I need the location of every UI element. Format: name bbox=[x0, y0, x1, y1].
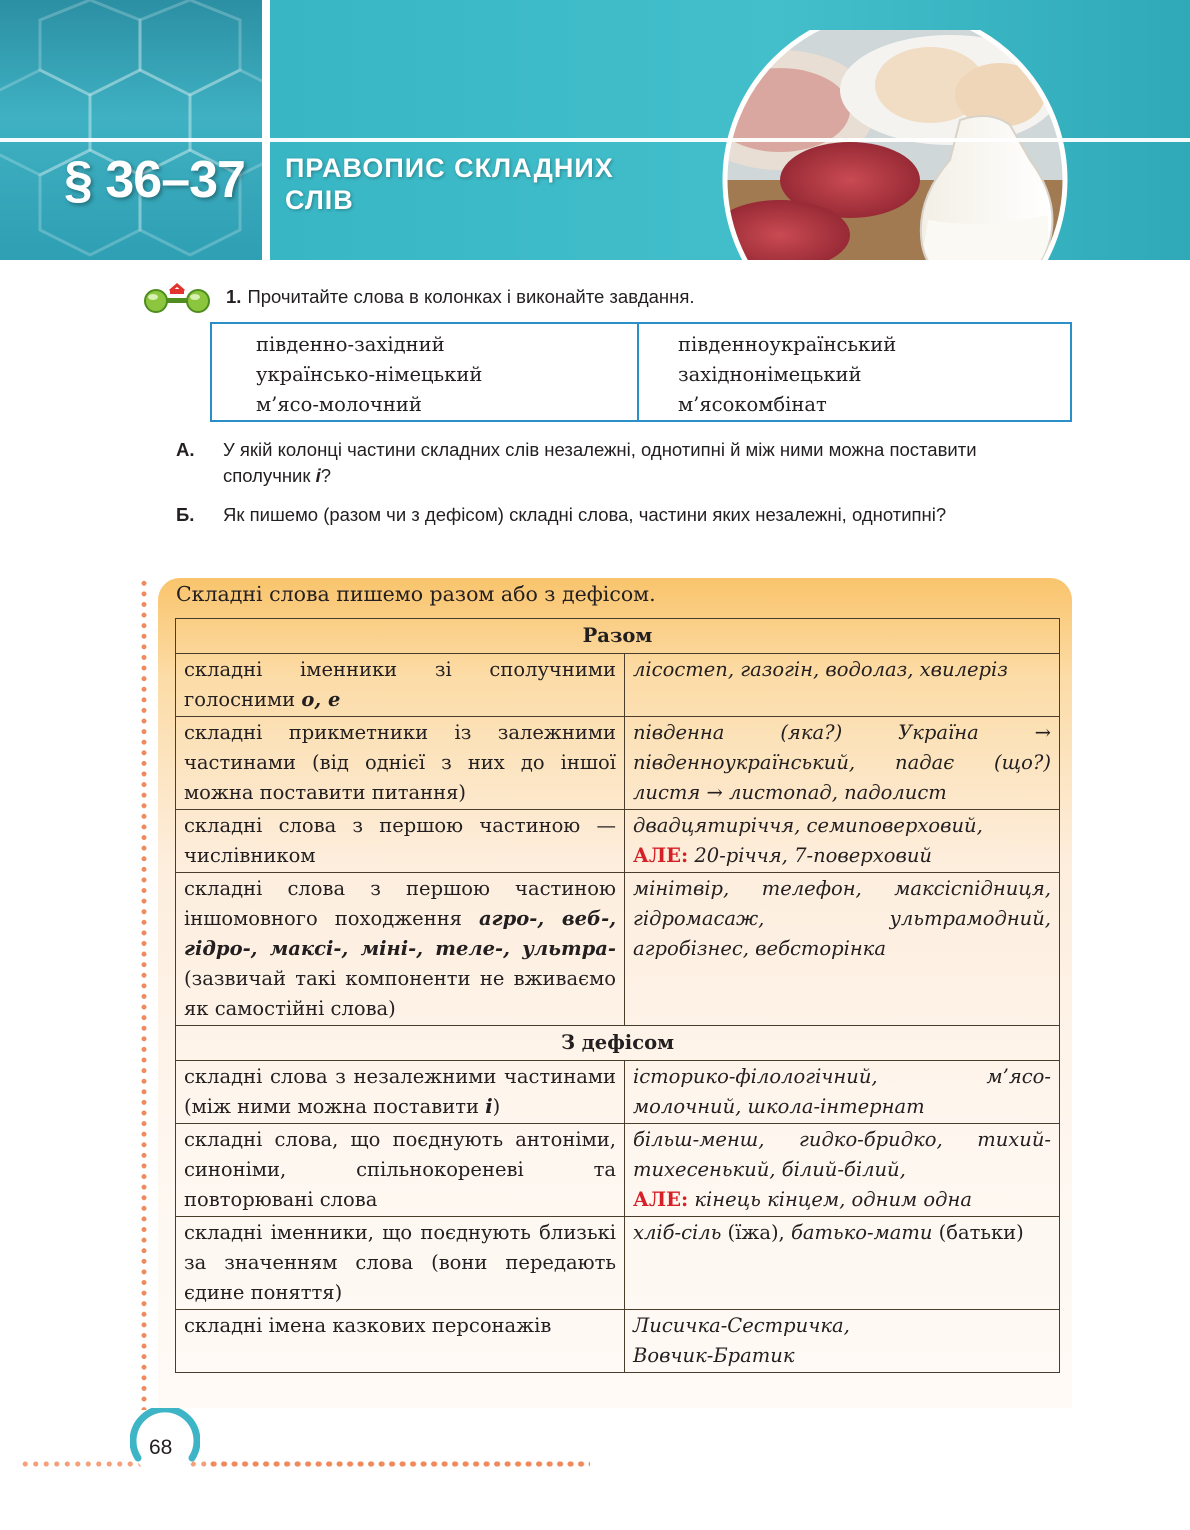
title-line: ПРАВОПИС СКЛАДНИХ bbox=[285, 153, 614, 183]
alert-label: АЛЕ: bbox=[633, 844, 689, 867]
rule-examples: мінітвір, телефон, максіспідниця, гідромасаж, ультрамодний, агробізнес, вебсторінка bbox=[625, 873, 1060, 1026]
column-divider bbox=[637, 324, 639, 420]
table-row bbox=[176, 1124, 1060, 1217]
alert-label: АЛЕ: bbox=[633, 1188, 689, 1211]
rule-description: складні іменники, що поєднують близькі за значенням слова (вони передають єдине поняття) bbox=[176, 1217, 625, 1310]
rule-examples bbox=[625, 810, 1060, 873]
rule-example-bold: агро-, веб-, гідро-, максі-, міні-, теле-, ультра- bbox=[184, 907, 616, 960]
page-number: 68 bbox=[149, 1436, 173, 1459]
word: м’ясокомбінат bbox=[678, 393, 827, 416]
rule-description: складні слова з першою частиною — числівником bbox=[176, 810, 625, 873]
rule-description bbox=[176, 1061, 625, 1124]
rules-table bbox=[175, 618, 1060, 1373]
title-line: СЛІВ bbox=[285, 185, 354, 215]
question-text bbox=[223, 437, 1003, 489]
example-text: батько-мати bbox=[790, 1221, 933, 1244]
exercise-number: 1. bbox=[226, 286, 242, 307]
table-row bbox=[176, 1061, 1060, 1124]
food-photo bbox=[660, 30, 1130, 260]
rule-example-bold: о, е bbox=[301, 688, 341, 711]
header-banner bbox=[0, 0, 1190, 260]
rule-text: ) bbox=[492, 1095, 501, 1118]
banner-divider bbox=[262, 0, 270, 260]
rule-examples: лісостеп, газогін, водолаз, хвилеріз bbox=[625, 654, 1060, 717]
word: м’ясо-молочний bbox=[256, 393, 422, 416]
page-title bbox=[285, 152, 614, 216]
rule-examples: історико-філологічний, м’ясо-молочний, школа-інтернат bbox=[625, 1061, 1060, 1124]
question-text-part: У якій колонці частини складних слів незалежні, однотипні й між ними можна поставити сполучник bbox=[223, 439, 977, 486]
rule-description bbox=[176, 654, 625, 717]
rule-description: складні імена казкових персонажів bbox=[176, 1310, 625, 1373]
table-row bbox=[176, 654, 1060, 717]
question-text-part: ? bbox=[320, 465, 332, 486]
table-row bbox=[176, 1310, 1060, 1373]
exercise-instruction bbox=[226, 286, 695, 308]
example-note: (батьки) bbox=[932, 1221, 1024, 1244]
rule-examples bbox=[625, 1217, 1060, 1310]
word-column-2 bbox=[678, 330, 896, 420]
example-text: 20-річчя, 7-поверховий bbox=[688, 844, 932, 867]
example-text: більш-менш, гидко-бридко, тихий-тихесенький, білий-білий, bbox=[633, 1128, 1051, 1181]
word: західнонімецький bbox=[678, 363, 862, 386]
question-letter: А. bbox=[176, 439, 195, 460]
rule-example-bold: і bbox=[485, 1095, 493, 1118]
rule-heading: Складні слова пишемо разом або з дефісом. bbox=[176, 582, 656, 606]
word: південноукраїнський bbox=[678, 333, 897, 356]
word: українсько-німецький bbox=[256, 363, 483, 386]
section-together: Разом bbox=[176, 619, 1060, 654]
glasses-icon bbox=[140, 283, 216, 315]
banner-stripe bbox=[0, 138, 1190, 142]
rule-text: складні слова з першою частиною іншомовного походження bbox=[184, 877, 616, 930]
rule-examples bbox=[625, 1124, 1060, 1217]
example-text: Вовчик-Братик bbox=[633, 1344, 795, 1367]
dotted-border bbox=[141, 578, 147, 1410]
rule-description: складні слова, що поєднують антоніми, синоніми, спільнокореневі та повторювані слова bbox=[176, 1124, 625, 1217]
table-row bbox=[176, 873, 1060, 1026]
rule-description: складні прикметники із залежними частинами (від однієї з них до іншої можна поставити питання) bbox=[176, 717, 625, 810]
rule-text: складні слова з незалежними частинами (між ними можна поставити bbox=[184, 1065, 616, 1118]
question-text: Як пишемо (разом чи з дефісом) складні слова, частини яких незалежні, однотипні? bbox=[223, 504, 947, 525]
section-hyphen: З дефісом bbox=[176, 1026, 1060, 1061]
example-text: двадцятиріччя, семиповерховий, bbox=[633, 814, 983, 837]
rule-text: складні іменники зі сполучними голосними bbox=[184, 658, 616, 711]
table-row bbox=[176, 1217, 1060, 1310]
word: південно-західний bbox=[256, 333, 445, 356]
word-column-1 bbox=[256, 330, 482, 420]
rule-examples bbox=[625, 1310, 1060, 1373]
conjunction: і bbox=[315, 465, 321, 486]
hexagon-pattern bbox=[0, 0, 262, 260]
example-text: Лисичка-Сестричка, bbox=[633, 1314, 850, 1337]
rule-examples: південна (яка?) Україна → південноукраїнський, падає (що?) листя → листопад, падолист bbox=[625, 717, 1060, 810]
paragraph-number: § 36–37 bbox=[64, 151, 245, 209]
footer-dots bbox=[208, 1460, 590, 1468]
example-text: хліб-сіль bbox=[633, 1221, 722, 1244]
table-row bbox=[176, 810, 1060, 873]
word-columns-box bbox=[210, 322, 1072, 422]
table-row bbox=[176, 717, 1060, 810]
instruction-text: Прочитайте слова в колонках і виконайте завдання. bbox=[247, 286, 695, 307]
example-note: (їжа), bbox=[721, 1221, 791, 1244]
question-letter: Б. bbox=[176, 504, 195, 525]
rule-text: (зазвичай такі компоненти не вживаємо як самостійні слова) bbox=[184, 967, 616, 1020]
rule-description bbox=[176, 873, 625, 1026]
example-text: кінець кінцем, одним одна bbox=[688, 1188, 972, 1211]
